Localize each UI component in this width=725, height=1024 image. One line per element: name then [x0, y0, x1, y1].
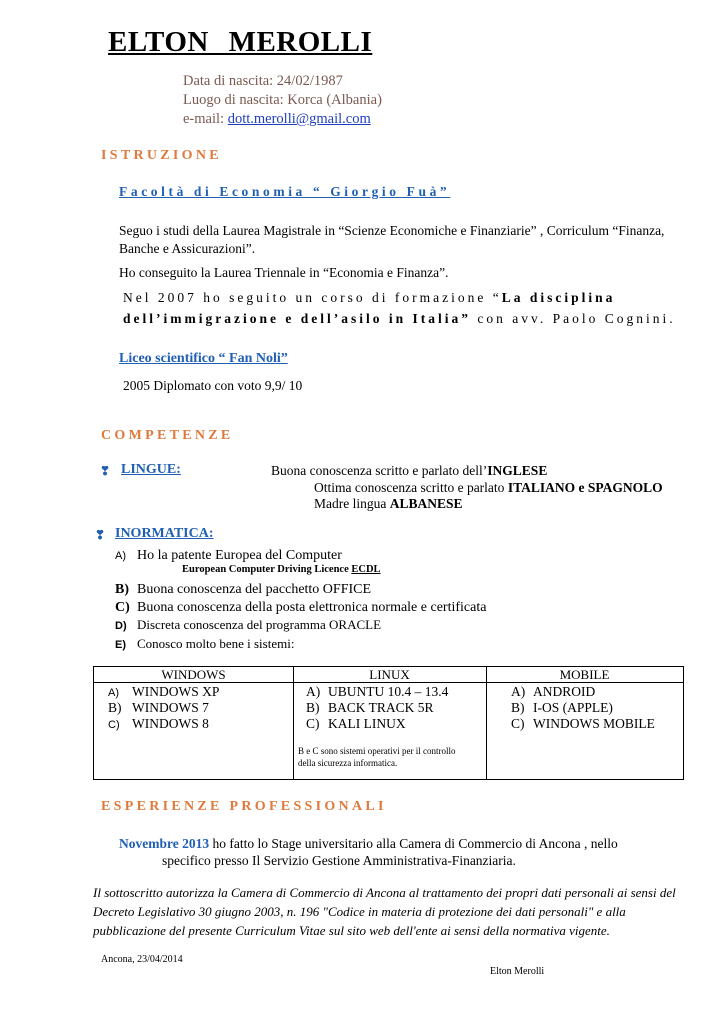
item-letter: A) — [511, 684, 526, 699]
course-prefix: Nel 2007 ho seguito un corso di formazione “ — [123, 290, 502, 305]
experience-date: Novembre 2013 — [119, 836, 210, 851]
lingua-inglese-text: Buona conoscenza scritto e parlato dell’ — [271, 463, 488, 478]
column-windows — [94, 667, 293, 779]
list-item — [306, 700, 434, 716]
list-item — [108, 684, 219, 700]
column-mobile — [486, 667, 683, 779]
lingua-albanese-text: Madre lingua — [314, 496, 390, 511]
lingua-italiano-text: Ottima conoscenza scritto e parlato — [314, 480, 508, 495]
informatica-label: INORMATICA: — [115, 526, 214, 541]
ecdl-text: European Computer Driving Licence — [182, 564, 352, 575]
email-line — [183, 111, 371, 128]
item-letter: B) — [306, 700, 320, 715]
ecdl-abbr: ECDL — [351, 564, 381, 575]
list-item — [511, 716, 655, 732]
item-text: I-OS (APPLE) — [533, 700, 613, 715]
signature: Elton Merolli — [490, 966, 545, 977]
item-letter: C) — [108, 719, 120, 731]
list-item — [306, 716, 406, 732]
item-letter: E) — [115, 639, 126, 651]
item-letter: B) — [108, 700, 122, 715]
systems-table — [93, 666, 684, 780]
bullet-icon: ❣ — [100, 464, 111, 478]
list-item — [306, 684, 448, 700]
item-letter: C) — [306, 716, 320, 731]
informatica-item-e — [115, 635, 294, 653]
column-linux — [293, 667, 486, 779]
lingua-inglese-name: INGLESE — [487, 463, 548, 478]
item-text: ANDROID — [533, 684, 596, 699]
item-text: BACK TRACK 5R — [328, 700, 434, 715]
experience-text: ho fatto lo Stage universitario alla Camera di Commercio di Ancona , nello — [209, 836, 618, 851]
item-text: WINDOWS 8 — [132, 716, 209, 731]
item-text: UBUNTU 10.4 – 13.4 — [328, 684, 449, 699]
place-date: Ancona, 23/04/2014 — [101, 954, 183, 965]
item-text: Discreta conoscenza del programma ORACLE — [137, 617, 382, 632]
item-letter: A) — [306, 684, 321, 699]
item-letter: D) — [115, 620, 127, 632]
item-text: KALI LINUX — [328, 716, 406, 731]
linux-note-line-2: della sicurezza informatica. — [298, 758, 398, 768]
header-mobile: MOBILE — [559, 667, 610, 682]
lingua-albanese-name: ALBANESE — [389, 496, 463, 511]
experience-line-2: specifico presso Il Servizio Gestione Amministrativa-Finanziaria. — [162, 853, 516, 868]
cv-name: ELTON MEROLLI — [108, 26, 373, 58]
birth-place: Luogo di nascita: Korca (Albania) — [183, 92, 382, 108]
magistrale-line-2: Banche e Assicurazioni”. — [119, 241, 256, 256]
lingua-italiano-name: ITALIANO e SPAGNOLO — [507, 480, 663, 495]
privacy-consent: Il sottoscritto autorizza la Camera di Commercio di Ancona al trattamento dei propri dati personali ai sensi del Decreto Legislativo 30 giugno 2003, n. 196 "Codice in materia di protezione dei dati personali" e alla pubblicazione del presente Curriculum Vitae sul sito web dell'ente ai sensi della normativa vigente. — [93, 885, 676, 938]
course-line-2 — [123, 311, 676, 327]
course-suffix: con avv. Paolo Cognini. — [470, 311, 676, 326]
item-letter: C) — [511, 716, 525, 731]
item-text: WINDOWS XP — [132, 684, 220, 699]
lingue-label: LINGUE: — [121, 462, 181, 477]
item-letter: C) — [115, 600, 130, 615]
course-title-part-1: La disciplina — [501, 290, 616, 305]
informatica-item-d — [115, 616, 381, 634]
magistrale-text — [119, 222, 699, 258]
header-windows: WINDOWS — [161, 667, 226, 682]
item-letter: A) — [108, 687, 119, 699]
header-linux: LINUX — [369, 667, 410, 682]
liceo-title: Liceo scientifico “ Fan Noli” — [119, 351, 288, 366]
list-item — [511, 684, 595, 700]
lingua-inglese — [271, 462, 547, 480]
faculty-title: Facoltà di Economia “ Giorgio Fuà” — [119, 184, 451, 199]
item-text: Ho la patente Europea del Computer — [137, 548, 342, 563]
linux-note — [298, 745, 455, 769]
email-link[interactable]: dott.merolli@gmail.com — [227, 111, 371, 127]
course-title-part-2: dell’immigrazione e dell’asilo in Italia” — [123, 311, 471, 326]
diploma-text: 2005 Diplomato con voto 9,9/ 10 — [123, 378, 303, 393]
list-item — [108, 700, 209, 716]
bullet-icon: ❣ — [95, 528, 106, 542]
section-istruzione: ISTRUZIONE — [101, 148, 222, 163]
section-esperienze: ESPERIENZE PROFESSIONALI — [101, 799, 387, 814]
section-competenze: COMPETENZE — [101, 428, 234, 443]
list-item — [108, 716, 209, 732]
list-item — [511, 700, 613, 716]
ecdl-line — [182, 564, 381, 575]
item-letter: B) — [511, 700, 525, 715]
course-line-1 — [123, 290, 615, 306]
item-text: Buona conoscenza della posta elettronica normale e certificata — [137, 600, 487, 615]
item-text: Conosco molto bene i sistemi: — [137, 636, 295, 651]
linux-note-line-1: B e C sono sistemi operativi per il controllo — [298, 746, 456, 756]
item-letter: A) — [115, 550, 126, 562]
magistrale-line-1: Seguo i studi della Laurea Magistrale in “Scienze Economiche e Finanziarie” , Corriculum “Finanza, — [119, 223, 665, 238]
email-label: e-mail: — [183, 111, 228, 127]
birth-date: Data di nascita: 24/02/1987 — [183, 73, 343, 89]
item-text: WINDOWS MOBILE — [533, 716, 655, 731]
lingua-albanese — [314, 495, 463, 513]
triennale-text: Ho conseguito la Laurea Triennale in “Economia e Finanza”. — [119, 265, 449, 280]
informatica-item-a — [115, 546, 342, 564]
item-letter: B) — [115, 582, 129, 597]
informatica-item-c — [115, 598, 486, 616]
item-text: Buona conoscenza del pacchetto OFFICE — [137, 582, 372, 597]
informatica-item-b — [115, 580, 371, 598]
experience-line-1 — [119, 835, 618, 853]
item-text: WINDOWS 7 — [132, 700, 209, 715]
